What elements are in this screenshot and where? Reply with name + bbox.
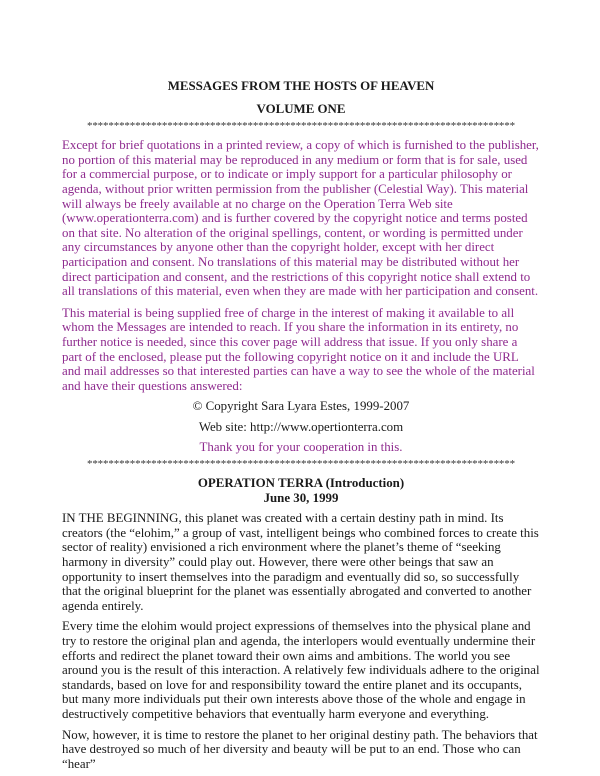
body-paragraph-1: IN THE BEGINNING, this planet was created with a certain destiny path in mind. Its creators (the “elohim,” a group of vast, intelligent beings who combined forces to create this sector of reality) envisioned a rich environment where the planet’s theme of “seeking harmony in diversity” could play out. However, there were other beings that saw an opportunity to insert themselves into the paradigm and eventually did so, so successfully that the original blueprint for the planet was essentially abrogated and converted to another agenda entirely. <box>62 511 539 613</box>
section-heading: OPERATION TERRA (Introduction) <box>197 476 405 491</box>
body-paragraph-3: Now, however, it is time to restore the planet to her original destiny path. The behaviors that have destroyed so much of her diversity and beauty will be put to an end. Those who can “hear” <box>62 727 538 771</box>
separator-top: ******************************************************************************** <box>86 120 515 133</box>
notice-paragraph-1: Except for brief quotations in a printed review, a copy of which is furnished to the publisher, no portion of this material may be reproduced in any medium or form that is for sale, used for a commercial purpose, or to indicate or imply support for a particular philosophy or agenda, without prior written permission from the publisher (Celestial Way). This material will always be freely available at no charge on the Operation Terra Web site (www.operationterra.com) and is further covered by the copyright notice and terms posted on that site. No alteration of the original spellings, content, or wording is permitted under any circumstances by anyone other than the copyright holder, except with her direct participation and consent. No translations of this material may be distributed without her direct participation and consent, and the restrictions of this copyright notice shall extend to all translations of this material, even when they are made with her participation and consent. <box>62 138 539 299</box>
copyright-notice <box>62 138 540 455</box>
body-paragraph-2: Every time the elohim would project expressions of themselves into the physical plane and try to restore the original plan and agenda, the interlopers would eventually undermine their efforts and redirect the planet toward their own aims and ambitions. The world you see around you is the result of this interaction. A relatively few individuals adhere to the original standards, based on love for and responsibility toward the entire planet and its occupants, but many more individuals put their own interests above those of the whole and engage in destructively competitive behaviors that eventually harm everyone and everything. <box>62 619 540 721</box>
copyright-line: © Copyright Sara Lyara Estes, 1999-2007 <box>192 399 410 414</box>
thanks-line: Thank you for your cooperation in this. <box>199 440 403 455</box>
website-line: Web site: http://www.opertionterra.com <box>198 419 404 434</box>
section <box>62 476 540 771</box>
notice-paragraph-2: This material is being supplied free of charge in the interest of making it available to all whom the Messages are intended to reach. If you share the information in its entirety, no further notice is needed, since this cover page will address that issue. If you only share a part of the enclosed, please put the following copyright notice on it and include the URL and mail addresses so that interested parties can have a way to see the whole of the material and have their questions answered: <box>62 305 535 393</box>
document-page <box>62 79 540 771</box>
document-title: MESSAGES FROM THE HOSTS OF HEAVEN <box>167 79 435 93</box>
separator-bottom: ******************************************************************************** <box>86 458 515 471</box>
volume-title: VOLUME ONE <box>256 101 346 116</box>
section-date: June 30, 1999 <box>263 490 339 505</box>
